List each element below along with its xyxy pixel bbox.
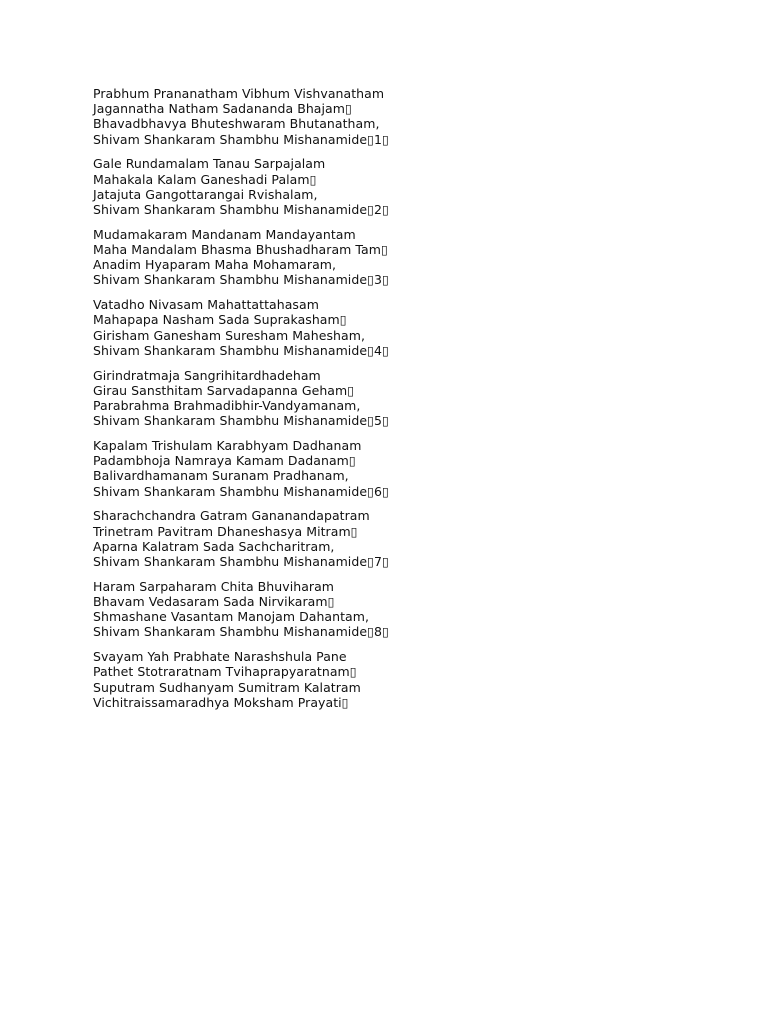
verse-line: Shivam Shankaram Shambhu Mishanamide▯5▯ bbox=[93, 413, 389, 429]
document-page bbox=[93, 86, 733, 720]
verse-line: Shivam Shankaram Shambhu Mishanamide▯1▯ bbox=[93, 131, 389, 147]
stanza-7 bbox=[93, 508, 733, 569]
verse-line: Bhavam Vedasaram Sada Nirvikaram▯ bbox=[93, 594, 335, 610]
verse-line: Kapalam Trishulam Karabhyam Dadhanam bbox=[93, 438, 362, 454]
verse-line: Shivam Shankaram Shambhu Mishanamide▯6▯ bbox=[93, 483, 389, 499]
verse-line: Aparna Kalatram Sada Sachcharitram, bbox=[93, 538, 335, 554]
verse-line: Padambhoja Namraya Kamam Dadanam▯ bbox=[93, 453, 356, 469]
verse-line: Mahapapa Nasham Sada Suprakasham▯ bbox=[93, 312, 347, 328]
verse-line: Trinetram Pavitram Dhaneshasya Mitram▯ bbox=[93, 523, 358, 539]
verse-line: Parabrahma Brahmadibhir-Vandyamanam, bbox=[93, 398, 361, 414]
verse-line: Shivam Shankaram Shambhu Mishanamide▯4▯ bbox=[93, 342, 389, 358]
verse-line: Balivardhamanam Suranam Pradhanam, bbox=[93, 468, 349, 484]
verse-line: Anadim Hyaparam Maha Mohamaram, bbox=[93, 257, 337, 273]
verse-line: Maha Mandalam Bhasma Bhushadharam Tam▯ bbox=[93, 242, 388, 258]
verse-line: Shmashane Vasantam Manojam Dahantam, bbox=[93, 609, 370, 625]
stanza-8 bbox=[93, 579, 733, 640]
verse-line: Gale Rundamalam Tanau Sarpajalam bbox=[93, 156, 326, 172]
verse-line: Vatadho Nivasam Mahattattahasam bbox=[93, 297, 319, 313]
verse-line: Prabhum Prananatham Vibhum Vishvanatham bbox=[93, 86, 385, 101]
verse-line: Girindratmaja Sangrihitardhadeham bbox=[93, 367, 321, 383]
verse-line: Shivam Shankaram Shambhu Mishanamide▯7▯ bbox=[93, 554, 389, 570]
verse-line: Bhavadbhavya Bhuteshwaram Bhutanatham, bbox=[93, 116, 380, 132]
verse-line: Girau Sansthitam Sarvadapanna Geham▯ bbox=[93, 382, 355, 398]
verse-line: Pathet Stotraratnam Tvihaprapyaratnam▯ bbox=[93, 664, 357, 680]
verse-line: Mahakala Kalam Ganeshadi Palam▯ bbox=[93, 171, 317, 187]
verse-line: Jagannatha Natham Sadananda Bhajam▯ bbox=[93, 101, 352, 117]
stanza-5 bbox=[93, 368, 733, 429]
stanza-3 bbox=[93, 227, 733, 288]
verse-line: Svayam Yah Prabhate Narashshula Pane bbox=[93, 649, 347, 665]
verse-line: Vichitraissamaradhya Moksham Prayati▯ bbox=[93, 694, 349, 710]
verse-line: Haram Sarpaharam Chita Bhuviharam bbox=[93, 578, 335, 594]
verse-line: Jatajuta Gangottarangai Rvishalam, bbox=[93, 186, 318, 202]
verse-line: Girisham Ganesham Suresham Mahesham, bbox=[93, 327, 365, 343]
stanza-2 bbox=[93, 156, 733, 217]
stanza-6 bbox=[93, 438, 733, 499]
verse-line: Shivam Shankaram Shambhu Mishanamide▯3▯ bbox=[93, 272, 389, 288]
verse-line: Mudamakaram Mandanam Mandayantam bbox=[93, 226, 356, 242]
stanza-1 bbox=[93, 86, 733, 147]
verse-line: Sharachchandra Gatram Gananandapatram bbox=[93, 508, 370, 524]
verse-line: Shivam Shankaram Shambhu Mishanamide▯8▯ bbox=[93, 624, 389, 640]
stanza-9 bbox=[93, 649, 733, 710]
verse-line: Suputram Sudhanyam Sumitram Kalatram bbox=[93, 679, 361, 695]
stanza-4 bbox=[93, 297, 733, 358]
verse-line: Shivam Shankaram Shambhu Mishanamide▯2▯ bbox=[93, 202, 389, 218]
